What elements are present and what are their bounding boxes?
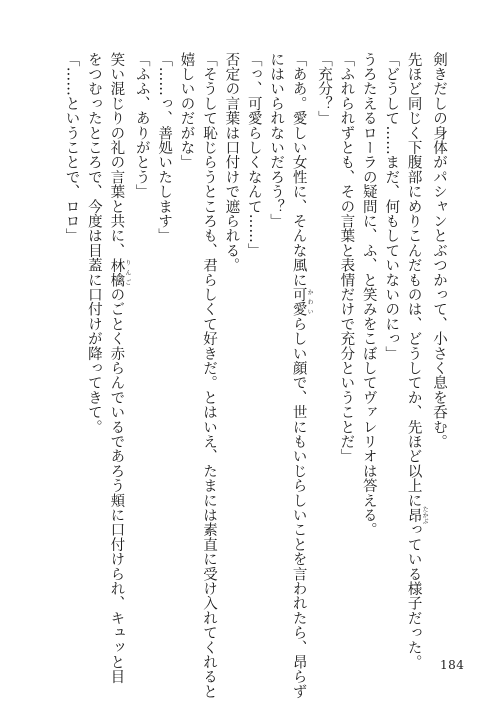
text-line: にはいられないだろう？」 bbox=[268, 52, 285, 229]
text-line: 「ふれられずとも、その言葉と表情だけで充分ということだ」 bbox=[338, 52, 355, 464]
text-line: 「どうして……まだ、何もしていないのにっ」 bbox=[383, 52, 400, 361]
text-line: 剣きだしの身体がパシャンとぶつかって、小さく息を呑む。 bbox=[431, 52, 447, 449]
text-line: 否定の言葉は口付けで遮られる。 bbox=[223, 52, 240, 273]
text-line: をつむったところで、今度は目蓋に口付けが降ってきて。 bbox=[85, 52, 102, 435]
text-line: 「充分？」 bbox=[315, 52, 332, 126]
ruby-annotation: 林檎 りんご bbox=[108, 257, 131, 288]
ruby-annotation: 昂 たかぶ bbox=[405, 506, 429, 525]
text-line: 嬉しいのだがな」 bbox=[178, 52, 195, 170]
page-number: 184 bbox=[440, 658, 465, 672]
text-line: 「っ、可愛らしくなんて……」 bbox=[245, 52, 262, 258]
text-line: うろたえるローラの疑問に、ふ、と笑みをこぼしてヴァレリオは答える。 bbox=[360, 52, 377, 538]
text-line: 「……っ、善処いたします」 bbox=[156, 52, 173, 244]
text-line: 先ほど同じく下腹部にめりこんだものは、どうしてか、先ほど以上に昂 たかぶっている様子だった。 bbox=[405, 52, 429, 670]
text-line: 「……ということで、ロロ」 bbox=[63, 52, 80, 244]
text-line: 「そうして恥じらうところも、君らしくて好きだ。とはいえ、たまには素直に受け入れてくれると bbox=[200, 52, 217, 699]
ruby-annotation: 可愛 かわい bbox=[290, 287, 314, 317]
text-line: 笑い混じりの礼の言葉と共に、林檎 りんごのごとく赤らんでいるであろう頬に口付けられ、キュッと目 bbox=[108, 52, 131, 685]
text-line: 「ふふ、ありがとう」 bbox=[133, 52, 150, 199]
text-line: 「ああ。愛しい女性に、そんな風に可愛 かわいらしい顔で、世にもいじらしいことを言われたら、昂らず bbox=[290, 52, 314, 699]
vertical-text-body bbox=[60, 52, 450, 699]
